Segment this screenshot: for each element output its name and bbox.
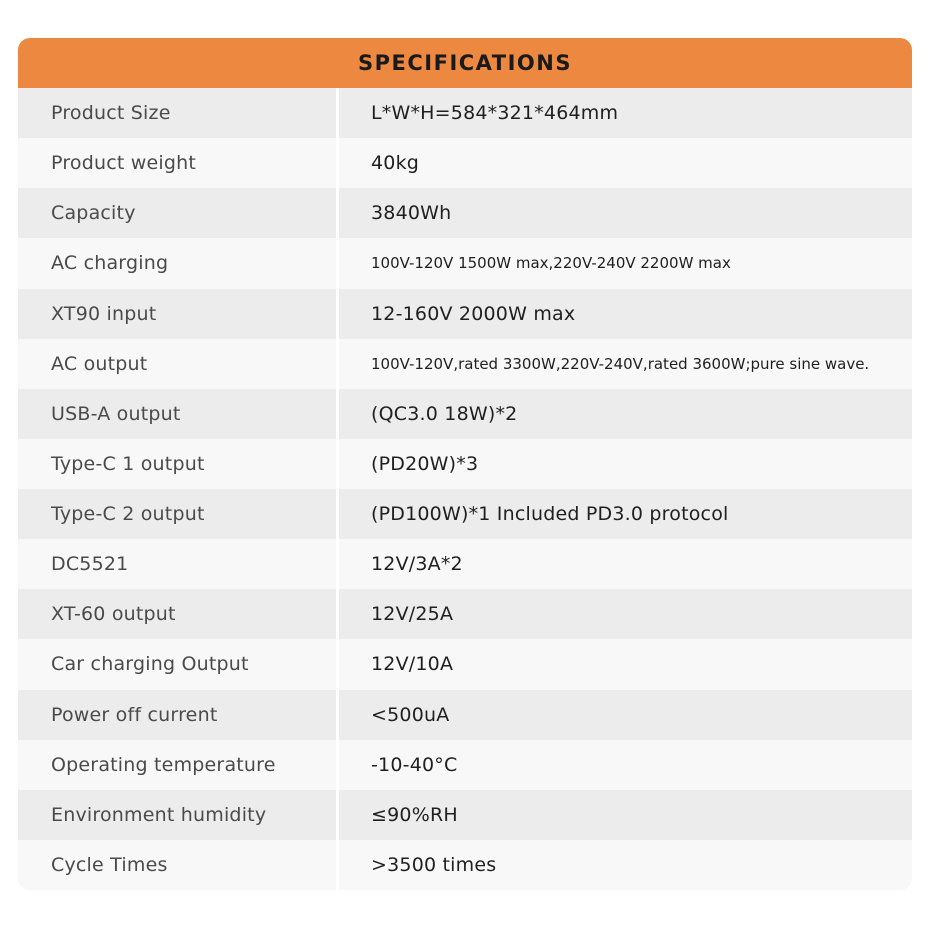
spec-value: (PD20W)*3 bbox=[371, 452, 479, 475]
spec-label: XT90 input bbox=[51, 302, 157, 325]
spec-row-ac-output bbox=[18, 339, 912, 389]
spec-row-xt90-input bbox=[18, 289, 912, 339]
spec-value: 12V/10A bbox=[371, 653, 454, 676]
spec-row-type-c-1-output bbox=[18, 439, 912, 489]
spec-value: -10-40°C bbox=[371, 753, 458, 776]
spec-row-product-size bbox=[18, 88, 912, 138]
spec-label: USB-A output bbox=[51, 402, 181, 425]
specifications-table bbox=[18, 38, 912, 890]
spec-value: 12-160V 2000W max bbox=[371, 302, 576, 325]
spec-row-ac-charging bbox=[18, 238, 912, 288]
spec-row-power-off-current bbox=[18, 690, 912, 740]
spec-value: 40kg bbox=[371, 152, 420, 175]
spec-label: Product Size bbox=[51, 102, 171, 125]
spec-row-car-charging-output bbox=[18, 639, 912, 689]
spec-label: Type-C 1 output bbox=[51, 452, 205, 475]
spec-row-operating-temperature bbox=[18, 740, 912, 790]
spec-label: Environment humidity bbox=[51, 803, 267, 826]
spec-value: 12V/25A bbox=[371, 603, 454, 626]
spec-row-product-weight bbox=[18, 138, 912, 188]
spec-value: (PD100W)*1 Included PD3.0 protocol bbox=[371, 503, 729, 526]
spec-label: AC output bbox=[51, 352, 148, 375]
spec-value: <500uA bbox=[371, 703, 450, 726]
spec-value: 100V-120V 1500W max,220V-240V 2200W max bbox=[371, 254, 731, 273]
spec-row-environment-humidity bbox=[18, 790, 912, 840]
spec-value: 3840Wh bbox=[371, 202, 452, 225]
spec-value: 12V/3A*2 bbox=[371, 553, 463, 576]
spec-label: Cycle Times bbox=[51, 853, 168, 876]
spec-value: L*W*H=584*321*464mm bbox=[371, 102, 619, 125]
spec-label: AC charging bbox=[51, 252, 169, 275]
spec-value: 100V-120V,rated 3300W,220V-240V,rated 3600W;pure sine wave. bbox=[371, 354, 870, 373]
spec-label: Capacity bbox=[51, 202, 136, 225]
specifications-header bbox=[18, 38, 912, 88]
spec-label: Type-C 2 output bbox=[51, 503, 205, 526]
spec-label: XT-60 output bbox=[51, 603, 176, 626]
specifications-title: SPECIFICATIONS bbox=[358, 51, 572, 75]
spec-label: Car charging Output bbox=[51, 653, 249, 676]
spec-label: Operating temperature bbox=[51, 753, 276, 776]
spec-value: (QC3.0 18W)*2 bbox=[371, 402, 518, 425]
spec-row-xt-60-output bbox=[18, 589, 912, 639]
spec-row-capacity bbox=[18, 188, 912, 238]
spec-label: Power off current bbox=[51, 703, 218, 726]
spec-row-cycle-times bbox=[18, 840, 912, 890]
spec-row-dc5521 bbox=[18, 539, 912, 589]
spec-value: >3500 times bbox=[371, 853, 497, 876]
spec-label: Product weight bbox=[51, 152, 197, 175]
spec-row-usb-a-output bbox=[18, 389, 912, 439]
spec-row-type-c-2-output bbox=[18, 489, 912, 539]
spec-value: ≤90%RH bbox=[371, 803, 458, 826]
spec-label: DC5521 bbox=[51, 553, 129, 576]
